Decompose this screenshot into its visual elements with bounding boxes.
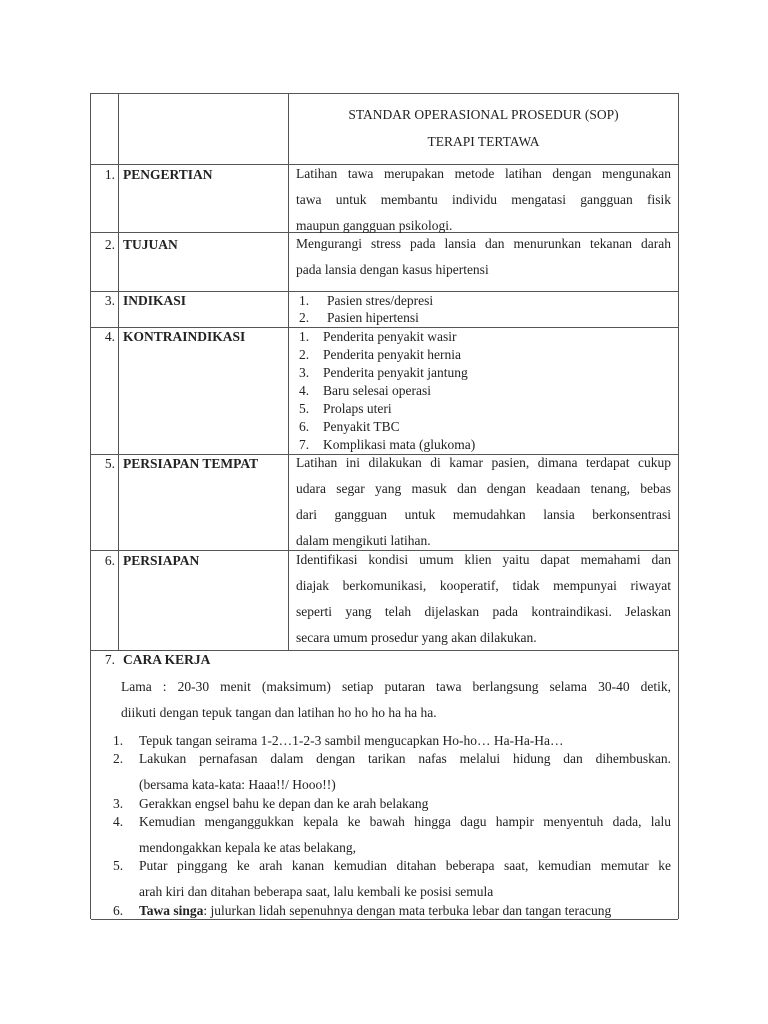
list-item-number: 6.	[299, 419, 310, 434]
row-label: CARA KERJA	[123, 652, 211, 667]
list-item-number: 2.	[299, 310, 310, 325]
step-text: Kemudian menganggukkan kepala ke bawah hingga dagu hampir menyentuh dada, lalu	[139, 814, 671, 829]
row-text-line: maupun gangguan psikologi.	[296, 218, 453, 233]
column-divider-number	[118, 94, 119, 650]
row-label: KONTRAINDIKASI	[123, 329, 246, 344]
step-number: 3.	[113, 796, 124, 811]
row-text-line: udara segar yang masuk dan dengan keadaan tenang, bebas	[296, 481, 671, 496]
row-text-line: tawa untuk membantu individu mengatasi gangguan fisik	[296, 192, 671, 207]
row-divider	[91, 327, 678, 328]
row-divider	[91, 164, 678, 165]
list-item-number: 7.	[299, 437, 310, 452]
list-item-number: 3.	[299, 365, 310, 380]
list-item-number: 4.	[299, 383, 310, 398]
step-text: arah kiri dan ditahan beberapa saat, lalu kembali ke posisi semula	[139, 884, 494, 899]
row-text-line: Identifikasi kondisi umum klien yaitu dapat memahami dan	[296, 552, 671, 567]
row-text-line: pada lansia dengan kasus hipertensi	[296, 262, 489, 277]
row-text-line: diajak berkomunikasi, kooperatif, tidak mempunyai riwayat	[296, 578, 671, 593]
list-item-number: 1.	[299, 329, 310, 344]
list-item: Prolaps uteri	[323, 401, 392, 416]
row-label: PERSIAPAN TEMPAT	[123, 456, 259, 471]
step-number: 5.	[113, 858, 124, 873]
row-number: 7.	[104, 652, 115, 667]
step-rest: : julurkan lidah sepenuhnya dengan mata terbuka lebar dan tangan teracung	[203, 903, 612, 918]
row-number: 3.	[104, 293, 115, 308]
row-text-line: secara umum prosedur yang akan dilakukan.	[296, 630, 537, 645]
procedure-intro-line: diikuti dengan tepuk tangan dan latihan ho ho ho ha ha ha.	[121, 705, 437, 720]
procedure-intro-line: Lama : 20-30 menit (maksimum) setiap putaran tawa berlangsung selama 30-40 detik,	[121, 679, 671, 694]
step-bold-term: Tawa singa	[139, 903, 204, 918]
row-text-line: Latihan ini dilakukan di kamar pasien, dimana terdapat cukup	[296, 455, 671, 470]
list-item-number: 1.	[299, 293, 310, 308]
row-number: 4.	[104, 329, 115, 344]
step-number: 2.	[113, 751, 124, 766]
column-divider-label	[288, 94, 289, 650]
list-item: Pasien stres/depresi	[327, 293, 434, 308]
row-text-line: dari gangguan untuk memudahkan lansia berkonsentrasi	[296, 507, 671, 522]
row-label: INDIKASI	[123, 293, 187, 308]
row-number: 1.	[104, 167, 115, 182]
row-number: 6.	[104, 553, 115, 568]
row-text-line: seperti yang telah dijelaskan pada kontraindikasi. Jelaskan	[296, 604, 671, 619]
row-divider	[91, 291, 678, 292]
step-number: 4.	[113, 814, 124, 829]
step-number: 6.	[113, 903, 124, 918]
list-item: Komplikasi mata (glukoma)	[323, 437, 476, 452]
list-item-number: 5.	[299, 401, 310, 416]
step-text: Tepuk tangan seirama 1-2…1-2-3 sambil mengucapkan Ho-ho… Ha-Ha-Ha…	[139, 733, 564, 748]
page-subtitle: TERAPI TERTAWA	[427, 134, 540, 149]
list-item: Penderita penyakit wasir	[323, 329, 457, 344]
step-text: mendongakkan kepala ke atas belakang,	[139, 840, 357, 855]
step-text	[139, 903, 671, 919]
step-text: Gerakkan engsel bahu ke depan dan ke arah belakang	[139, 796, 429, 811]
row-divider	[91, 550, 678, 551]
row-text-line: dalam mengikuti latihan.	[296, 533, 431, 548]
sop-document	[90, 93, 679, 919]
row-divider	[91, 650, 678, 651]
row-label: TUJUAN	[123, 237, 178, 252]
list-item: Penyakit TBC	[323, 419, 400, 434]
row-label: PERSIAPAN	[123, 553, 200, 568]
list-item: Pasien hipertensi	[327, 310, 419, 325]
step-text: (bersama kata-kata: Haaa!!/ Hooo!!)	[139, 777, 336, 792]
page-title: STANDAR OPERASIONAL PROSEDUR (SOP)	[348, 107, 619, 122]
list-item: Baru selesai operasi	[323, 383, 431, 398]
row-number: 2.	[104, 237, 115, 252]
list-item-number: 2.	[299, 347, 310, 362]
step-text: Lakukan pernafasan dalam dengan tarikan nafas melalui hidung dan dihembuskan.	[139, 751, 671, 766]
table-bottom-border	[91, 919, 678, 920]
row-label: PENGERTIAN	[123, 167, 213, 182]
step-number: 1.	[113, 733, 124, 748]
list-item: Penderita penyakit jantung	[323, 365, 468, 380]
row-text-line: Mengurangi stress pada lansia dan menurunkan tekanan darah	[296, 236, 671, 251]
step-text: Putar pinggang ke arah kanan kemudian ditahan beberapa saat, kemudian memutar ke	[139, 858, 671, 873]
row-text-line: Latihan tawa merupakan metode latihan dengan mengunakan	[296, 166, 671, 181]
list-item: Penderita penyakit hernia	[323, 347, 461, 362]
row-number: 5.	[104, 456, 115, 471]
